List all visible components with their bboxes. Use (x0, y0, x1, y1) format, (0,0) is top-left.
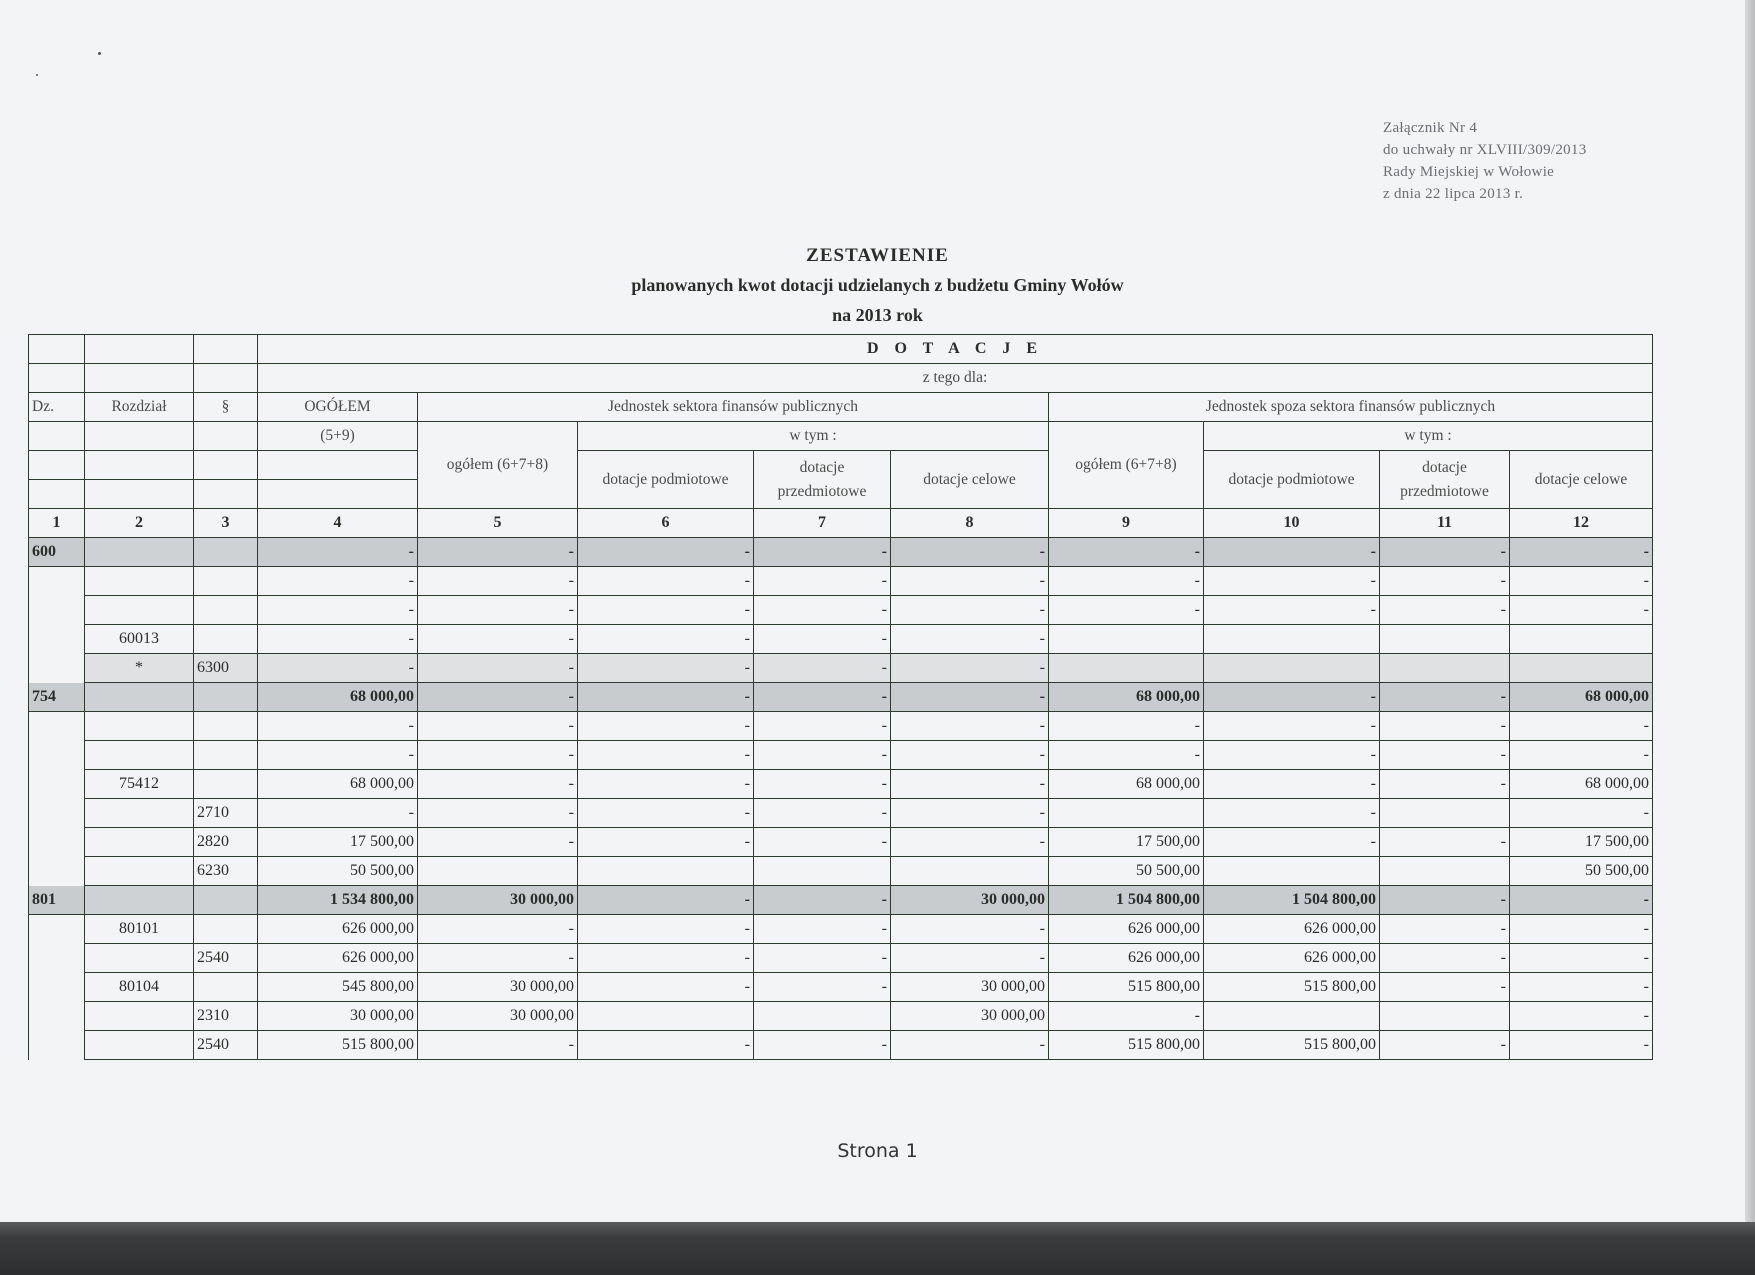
column-number: 8 (891, 509, 1049, 538)
cell-col-7: - (754, 712, 891, 741)
cell-paragraf: 2310 (194, 1002, 258, 1031)
header-jspoza-ogolem: ogółem (6+7+8) (1049, 422, 1204, 509)
cell-rozdzial: * (85, 654, 194, 683)
cell-col-12: 68 000,00 (1510, 683, 1653, 712)
cell-col-5: 30 000,00 (418, 1002, 578, 1031)
cell-col-9: 626 000,00 (1049, 915, 1204, 944)
document-subtitle: planowanych kwot dotacji udzielanych z budżetu Gminy Wołów (631, 275, 1124, 295)
cell-col-9: 626 000,00 (1049, 944, 1204, 973)
cell-col-11: - (1380, 712, 1510, 741)
section-row (29, 683, 1653, 712)
cell-col-7: - (754, 596, 891, 625)
table-row (29, 944, 1653, 973)
scanner-lid-edge (0, 1222, 1755, 1275)
cell-col-6: - (578, 770, 754, 799)
cell-col-7: - (754, 828, 891, 857)
cell-col-10: - (1204, 596, 1380, 625)
cell-paragraf (194, 567, 258, 596)
cell-rozdzial (85, 828, 194, 857)
cell-col-11 (1380, 1002, 1510, 1031)
cell-col-5: - (418, 741, 578, 770)
cell-col-10: 515 800,00 (1204, 973, 1380, 1002)
cell-col-11: - (1380, 596, 1510, 625)
header-jsfp: Jednostek sektora finansów publicznych (418, 393, 1049, 422)
table-row (29, 973, 1653, 1002)
cell-col-8: - (891, 654, 1049, 683)
cell-paragraf (194, 886, 258, 915)
header-z-tego: z tego dla: (258, 364, 1653, 393)
cell-rozdzial (85, 886, 194, 915)
header-jspoza-wtym: w tym : (1204, 422, 1653, 451)
cell-paragraf (194, 915, 258, 944)
cell-col-12: - (1510, 567, 1653, 596)
cell-col-12: - (1510, 712, 1653, 741)
cell-col-5: - (418, 683, 578, 712)
cell-paragraf (194, 625, 258, 654)
cell-col-12: - (1510, 799, 1653, 828)
cell-dz (29, 1002, 85, 1031)
cell-paragraf (194, 741, 258, 770)
cell-dz (29, 625, 85, 654)
cell-col-6: - (578, 683, 754, 712)
cell-col-7: - (754, 625, 891, 654)
cell-paragraf: 2820 (194, 828, 258, 857)
cell-col-6: - (578, 654, 754, 683)
cell-col-5: - (418, 915, 578, 944)
column-number: 6 (578, 509, 754, 538)
scan-edge (1745, 0, 1755, 1222)
cell-col-7: - (754, 915, 891, 944)
cell-col-11: - (1380, 741, 1510, 770)
cell-col-11: - (1380, 1031, 1510, 1060)
cell-rozdzial (85, 683, 194, 712)
cell-col-8: - (891, 915, 1049, 944)
cell-col-5: - (418, 625, 578, 654)
cell-col-8: 30 000,00 (891, 886, 1049, 915)
subsidy-table (28, 334, 1653, 1060)
cell-dz (29, 1031, 85, 1060)
cell-col-11 (1380, 857, 1510, 886)
section-row (29, 538, 1653, 567)
cell-col-11: - (1380, 567, 1510, 596)
cell-col-6: - (578, 886, 754, 915)
header-ogolem: OGÓŁEM (258, 393, 418, 422)
cell-col-4: - (258, 712, 418, 741)
cell-dz: 754 (29, 683, 85, 712)
header-przedmiotowe-line2: przedmiotowe (1400, 482, 1489, 500)
cell-col-11 (1380, 625, 1510, 654)
cell-col-9: - (1049, 741, 1204, 770)
header-przedmiotowe-line2: przedmiotowe (777, 482, 867, 500)
cell-rozdzial (85, 567, 194, 596)
cell-dz (29, 973, 85, 1002)
table-body (29, 538, 1653, 1060)
cell-col-8: - (891, 625, 1049, 654)
cell-rozdzial (85, 1031, 194, 1060)
cell-col-5: - (418, 596, 578, 625)
cell-dz (29, 915, 85, 944)
cell-col-12: - (1510, 538, 1653, 567)
cell-col-9: 515 800,00 (1049, 1031, 1204, 1060)
cell-col-5: - (418, 828, 578, 857)
column-number: 5 (418, 509, 578, 538)
header-jsfp-przedmiotowe (754, 451, 891, 509)
cell-col-12: - (1510, 1031, 1653, 1060)
cell-col-4: 545 800,00 (258, 973, 418, 1002)
table-row (29, 915, 1653, 944)
cell-rozdzial: 60013 (85, 625, 194, 654)
document-year: na 2013 rok (832, 305, 923, 325)
header-dz: Dz. (29, 393, 85, 422)
header-jsfp-ogolem: ogółem (6+7+8) (418, 422, 578, 509)
cell-rozdzial: 80104 (85, 973, 194, 1002)
cell-col-10: 1 504 800,00 (1204, 886, 1380, 915)
cell-col-7: - (754, 654, 891, 683)
cell-col-11: - (1380, 886, 1510, 915)
cell-col-12: 50 500,00 (1510, 857, 1653, 886)
cell-dz: 801 (29, 886, 85, 915)
cell-col-10: - (1204, 712, 1380, 741)
cell-col-12 (1510, 625, 1653, 654)
cell-paragraf (194, 770, 258, 799)
cell-col-4: 515 800,00 (258, 1031, 418, 1060)
cell-col-6: - (578, 828, 754, 857)
cell-col-7: - (754, 1031, 891, 1060)
cell-col-10: - (1204, 828, 1380, 857)
cell-col-8: - (891, 770, 1049, 799)
cell-col-11: - (1380, 973, 1510, 1002)
column-number: 3 (194, 509, 258, 538)
cell-rozdzial (85, 857, 194, 886)
cell-paragraf: 6230 (194, 857, 258, 886)
header-jspoza-przedmiotowe (1380, 451, 1510, 509)
cell-dz (29, 828, 85, 857)
cell-paragraf (194, 683, 258, 712)
cell-col-10: 515 800,00 (1204, 1031, 1380, 1060)
header-przedmiotowe-line1: dotacje (1422, 458, 1467, 476)
cell-col-5: - (418, 770, 578, 799)
cell-col-6: - (578, 596, 754, 625)
cell-col-10: 626 000,00 (1204, 944, 1380, 973)
table-row (29, 654, 1653, 683)
cell-col-7: - (754, 741, 891, 770)
cell-col-12: - (1510, 944, 1653, 973)
header-dotacje: D O T A C J E (258, 335, 1653, 364)
cell-col-5: - (418, 567, 578, 596)
cell-col-6: - (578, 538, 754, 567)
cell-col-9: 68 000,00 (1049, 770, 1204, 799)
cell-col-10: 626 000,00 (1204, 915, 1380, 944)
cell-col-12: - (1510, 915, 1653, 944)
cell-col-7: - (754, 538, 891, 567)
cell-col-4: - (258, 799, 418, 828)
cell-col-11: - (1380, 770, 1510, 799)
header-paragraf: § (194, 393, 258, 422)
cell-col-12: - (1510, 973, 1653, 1002)
cell-col-5: - (418, 1031, 578, 1060)
table-row (29, 567, 1653, 596)
cell-rozdzial (85, 538, 194, 567)
cell-col-9: 1 504 800,00 (1049, 886, 1204, 915)
cell-col-10: - (1204, 770, 1380, 799)
column-number: 12 (1510, 509, 1653, 538)
cell-col-5: - (418, 538, 578, 567)
cell-col-5: - (418, 944, 578, 973)
cell-col-11 (1380, 799, 1510, 828)
table-row (29, 1002, 1653, 1031)
cell-rozdzial: 75412 (85, 770, 194, 799)
cell-paragraf (194, 596, 258, 625)
cell-col-8: 30 000,00 (891, 973, 1049, 1002)
cell-col-5: - (418, 654, 578, 683)
annex-line-2: do uchwały nr XLVIII/309/2013 (1383, 142, 1587, 158)
cell-col-4: - (258, 567, 418, 596)
cell-col-4: - (258, 625, 418, 654)
cell-dz: 600 (29, 538, 85, 567)
cell-col-7 (754, 1002, 891, 1031)
cell-col-6: - (578, 625, 754, 654)
cell-dz (29, 596, 85, 625)
table-row (29, 596, 1653, 625)
cell-col-4: 1 534 800,00 (258, 886, 418, 915)
cell-col-10: - (1204, 799, 1380, 828)
cell-col-7: - (754, 944, 891, 973)
cell-col-8: 30 000,00 (891, 1002, 1049, 1031)
cell-col-5: - (418, 799, 578, 828)
cell-col-6 (578, 1002, 754, 1031)
cell-col-8: - (891, 944, 1049, 973)
cell-col-6 (578, 857, 754, 886)
cell-col-8: - (891, 596, 1049, 625)
header-rozdzial: Rozdział (85, 393, 194, 422)
column-number-row (29, 509, 1653, 538)
annex-line-4: z dnia 22 lipca 2013 r. (1383, 186, 1524, 202)
table-row (29, 712, 1653, 741)
section-row (29, 886, 1653, 915)
cell-col-7: - (754, 683, 891, 712)
cell-col-4: - (258, 596, 418, 625)
cell-col-11: - (1380, 538, 1510, 567)
cell-dz (29, 944, 85, 973)
cell-col-8: - (891, 683, 1049, 712)
cell-col-10 (1204, 1002, 1380, 1031)
cell-col-6: - (578, 973, 754, 1002)
table-row (29, 741, 1653, 770)
header-jsfp-podmiotowe: dotacje podmiotowe (578, 451, 754, 509)
cell-col-4: 68 000,00 (258, 770, 418, 799)
cell-paragraf (194, 712, 258, 741)
header-jspoza-celowe: dotacje celowe (1510, 451, 1653, 509)
cell-col-5 (418, 857, 578, 886)
cell-col-7: - (754, 799, 891, 828)
cell-col-11: - (1380, 944, 1510, 973)
cell-col-12 (1510, 654, 1653, 683)
page-footer: Strona 1 (837, 1140, 918, 1162)
cell-col-12: - (1510, 741, 1653, 770)
table-row (29, 828, 1653, 857)
cell-rozdzial: 80101 (85, 915, 194, 944)
annex-note (1383, 117, 1587, 205)
cell-col-11: - (1380, 683, 1510, 712)
cell-col-12: 68 000,00 (1510, 770, 1653, 799)
cell-col-4: 626 000,00 (258, 944, 418, 973)
header-przedmiotowe-line1: dotacje (799, 458, 845, 476)
cell-col-10 (1204, 625, 1380, 654)
cell-col-5: 30 000,00 (418, 973, 578, 1002)
cell-col-8: - (891, 741, 1049, 770)
cell-col-7: - (754, 567, 891, 596)
cell-col-10: - (1204, 538, 1380, 567)
table-row (29, 857, 1653, 886)
cell-paragraf: 6300 (194, 654, 258, 683)
cell-col-9 (1049, 654, 1204, 683)
table-row (29, 799, 1653, 828)
table-row (29, 1031, 1653, 1060)
cell-col-12: - (1510, 886, 1653, 915)
column-number: 7 (754, 509, 891, 538)
cell-dz (29, 770, 85, 799)
cell-col-4: 68 000,00 (258, 683, 418, 712)
cell-paragraf: 2540 (194, 944, 258, 973)
cell-col-9: - (1049, 567, 1204, 596)
header-jsfp-wtym: w tym : (578, 422, 1049, 451)
cell-col-6: - (578, 712, 754, 741)
header-ogolem-formula: (5+9) (258, 422, 418, 451)
cell-paragraf (194, 538, 258, 567)
cell-col-6: - (578, 1031, 754, 1060)
scan-specks (0, 0, 120, 90)
cell-col-9: 68 000,00 (1049, 683, 1204, 712)
cell-col-6: - (578, 567, 754, 596)
column-number: 10 (1204, 509, 1380, 538)
cell-col-11 (1380, 654, 1510, 683)
document-title: ZESTAWIENIE (806, 245, 949, 266)
cell-col-9: - (1049, 538, 1204, 567)
cell-col-8: - (891, 1031, 1049, 1060)
cell-paragraf: 2710 (194, 799, 258, 828)
table-row (29, 625, 1653, 654)
cell-col-4: 17 500,00 (258, 828, 418, 857)
cell-col-4: 50 500,00 (258, 857, 418, 886)
cell-col-6: - (578, 741, 754, 770)
cell-col-11: - (1380, 915, 1510, 944)
cell-col-6: - (578, 799, 754, 828)
cell-paragraf (194, 973, 258, 1002)
cell-col-4: - (258, 538, 418, 567)
cell-rozdzial (85, 741, 194, 770)
cell-dz (29, 741, 85, 770)
cell-col-10: - (1204, 683, 1380, 712)
cell-dz (29, 857, 85, 886)
cell-col-8: - (891, 567, 1049, 596)
cell-col-7: - (754, 770, 891, 799)
cell-col-9: 17 500,00 (1049, 828, 1204, 857)
annex-line-3: Rady Miejskiej w Wołowie (1383, 164, 1555, 180)
cell-col-4: 626 000,00 (258, 915, 418, 944)
cell-rozdzial (85, 712, 194, 741)
cell-col-5: - (418, 712, 578, 741)
cell-paragraf: 2540 (194, 1031, 258, 1060)
column-number: 9 (1049, 509, 1204, 538)
cell-col-6: - (578, 915, 754, 944)
cell-col-10 (1204, 654, 1380, 683)
cell-dz (29, 654, 85, 683)
cell-rozdzial (85, 799, 194, 828)
cell-dz (29, 799, 85, 828)
cell-col-9: 50 500,00 (1049, 857, 1204, 886)
cell-col-8: - (891, 538, 1049, 567)
cell-rozdzial (85, 944, 194, 973)
cell-col-12: - (1510, 596, 1653, 625)
cell-col-9: 515 800,00 (1049, 973, 1204, 1002)
cell-col-4: - (258, 654, 418, 683)
column-number: 1 (29, 509, 85, 538)
cell-col-7 (754, 857, 891, 886)
header-jspoza: Jednostek spoza sektora finansów publicznych (1049, 393, 1653, 422)
cell-col-11: - (1380, 828, 1510, 857)
cell-rozdzial (85, 596, 194, 625)
cell-col-8: - (891, 799, 1049, 828)
column-number: 4 (258, 509, 418, 538)
cell-col-9: - (1049, 1002, 1204, 1031)
header-jsfp-celowe: dotacje celowe (891, 451, 1049, 509)
cell-col-12: - (1510, 1002, 1653, 1031)
column-number: 11 (1380, 509, 1510, 538)
cell-dz (29, 567, 85, 596)
cell-col-12: 17 500,00 (1510, 828, 1653, 857)
cell-col-7: - (754, 973, 891, 1002)
cell-rozdzial (85, 1002, 194, 1031)
cell-col-9 (1049, 799, 1204, 828)
cell-col-10: - (1204, 741, 1380, 770)
annex-line-1: Załącznik Nr 4 (1383, 120, 1478, 136)
cell-col-4: 30 000,00 (258, 1002, 418, 1031)
table-row (29, 770, 1653, 799)
header-jspoza-podmiotowe: dotacje podmiotowe (1204, 451, 1380, 509)
cell-col-8: - (891, 828, 1049, 857)
cell-col-8 (891, 857, 1049, 886)
cell-col-7: - (754, 886, 891, 915)
cell-col-10 (1204, 857, 1380, 886)
cell-col-9 (1049, 625, 1204, 654)
cell-col-8: - (891, 712, 1049, 741)
cell-col-10: - (1204, 567, 1380, 596)
cell-col-5: 30 000,00 (418, 886, 578, 915)
cell-col-9: - (1049, 596, 1204, 625)
cell-dz (29, 712, 85, 741)
cell-col-9: - (1049, 712, 1204, 741)
column-number: 2 (85, 509, 194, 538)
cell-col-4: - (258, 741, 418, 770)
cell-col-6: - (578, 944, 754, 973)
